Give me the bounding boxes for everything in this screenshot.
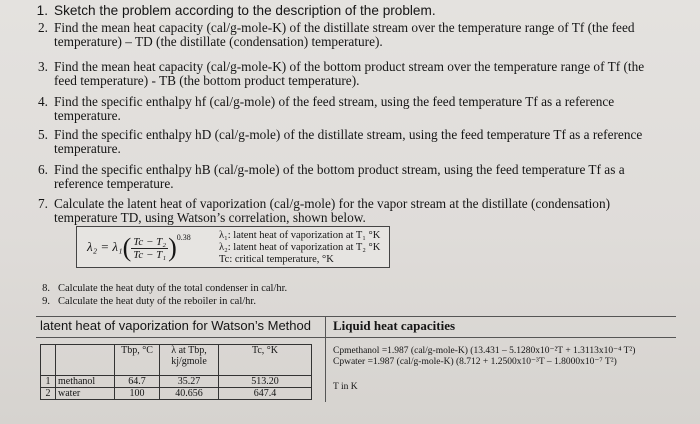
watson-formula-box <box>76 226 390 268</box>
section-title-heat-capacities: Liquid heat capacities <box>333 318 456 333</box>
document-page: 1. Sketch the problem according to the description of the problem. 2. Find the mean heat capacity (cal/g-mole-K) of the distillate stream over the temperature range of Tf (the feed temperature) – TD (the distillate (condensation) temperature). 3. Find the mean heat capacity (cal/g-mole-K) of the bottom product stream over the temperature range of Tf (the feed temperature) - TB (the bottom product temperature). 4. Find the specific enthalpy hf (cal/g-mole) of the feed stream, using the feed temperature Tf as a reference temperature. 5. Find the specific enthalpy hD (cal/g-mole) of the distillate stream, using the feed temperature Tf as a reference temperature. 6. Find the specific enthalpy hB (cal/g-mole) of the bottom product stream, using the feed temperature Tf as a reference temperature. 7. Calculate the latent heat of vaporization (cal/g-mole) for the vapor stream at the distillate (condensation) temperature TD, using Watson’s correlation, shown below. λ₂ = λ₁( $\frac{\text{Tc − T₂}}{\text{Tc − T₁}}$ )$^{0.38}$ λ₁: latent heat of vaporization at T₁ °K λ₂: latent heat of vaporization at T₂ °K Tc: critical temperature, °K 8. Calculate the heat duty of the total condenser in cal/hr. 9. Calculate the heat duty of the reboiler in cal/hr. latent heat of vaporization for Watson’s Method Liquid heat capacities Tbp, °C λ at Tbp, kj/gmole Tc, °K 1 methanol 64.7 35.27 513.20 2 water 100 40.656 647.4 Cpmethanol =1.987 (cal/g-mole-K) (13.431 – 5.1280x10⁻²T + 1.3113x10⁻⁴ T²) Cpwater =1.987 (cal/g-mole-K) (8.712 + 1.2500x10⁻³T – 1.8000x10⁻⁷ T²) T in K <box>0 0 700 424</box>
heat-capacity-water: Cpwater =1.987 (cal/g-mole-K) (8.712 + 1.2500x10⁻³T – 1.8000x10⁻⁷ T²) <box>333 357 617 367</box>
formula-fraction: $\frac{\text{Tc − T₂}}{\text{Tc − T₁}}$ <box>133 235 167 261</box>
watson-equation: λ₂ = λ₁( $\frac{\text{Tc − T₂}}{\text{Tc − T₁}}$ )$^{0.38}$ <box>87 232 191 262</box>
formula-definitions: λ₁: latent heat of vaporization at T₁ °K λ₂: latent heat of vaporization at T₂ °K Tc: critical temperature, °K <box>219 230 381 265</box>
table-row: 2 water 100 40.656 647.4 <box>41 388 312 400</box>
temperature-unit-note: T in K <box>333 382 358 392</box>
heat-capacity-methanol: Cpmethanol =1.987 (cal/g-mole-K) (13.431 – 5.1280x10⁻²T + 1.3113x10⁻⁴ T²) <box>333 346 636 356</box>
section-title-watson: latent heat of vaporization for Watson’s Method <box>40 318 311 333</box>
table-header-row: Tbp, °C λ at Tbp, kj/gmole Tc, °K <box>41 345 312 376</box>
table-row: 1 methanol 64.7 35.27 513.20 <box>41 376 312 388</box>
heat-capacity-equations <box>333 346 635 393</box>
properties-table <box>40 344 312 400</box>
section-divider <box>325 316 326 402</box>
